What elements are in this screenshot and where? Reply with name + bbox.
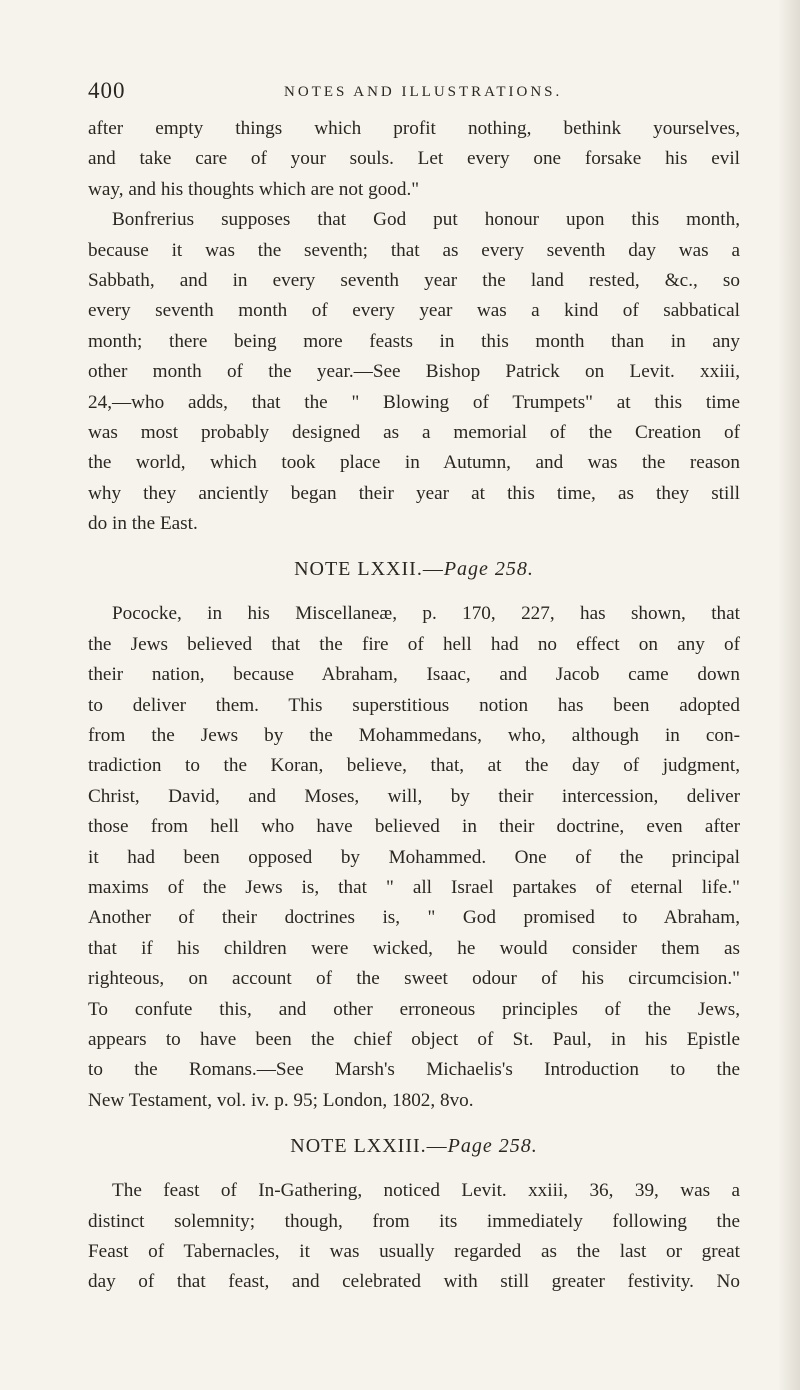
note-number: NOTE LXXIII.— [290, 1135, 448, 1158]
text-line: appears to have been the chief object of St. Paul, in his Epistle [88, 1028, 740, 1050]
text-line: righteous, on account of the sweet odour of his circumcision." [88, 968, 740, 990]
text-line: and take care of your souls. Let every one forsake his evil [88, 148, 740, 170]
page-body [88, 114, 740, 1298]
paragraph-bonfrerius [88, 205, 740, 539]
text-line: New Testament, vol. iv. p. 95; London, 1802, 8vo. [88, 1089, 474, 1111]
text-line: every seventh month of every year was a kind of sabbatical [88, 300, 740, 322]
text-line: The feast of In-Gathering, noticed Levit. xxiii, 36, 39, was a [112, 1180, 740, 1202]
note-lxxiii-body [88, 1176, 740, 1298]
text-line: Feast of Tabernacles, it was usually regarded as the last or great [88, 1240, 740, 1262]
running-head: NOTES AND ILLUSTRATIONS. [284, 84, 563, 100]
text-line: after empty things which profit nothing, bethink yourselves, [88, 118, 740, 139]
text-line: their nation, because Abraham, Isaac, and Jacob came down [88, 664, 740, 686]
text-line: way, and his thoughts which are not good." [88, 178, 420, 200]
text-line: why they anciently began their year at this time, as they still [88, 482, 740, 504]
text-line: the world, which took place in Autumn, and was the reason [88, 452, 740, 474]
text-line: tradiction to the Koran, believe, that, at the day of judgment, [88, 755, 740, 777]
text-line: the Jews believed that the fire of hell had no effect on any of [88, 633, 740, 655]
text-line: it had been opposed by Mohammed. One of the principal [88, 846, 740, 868]
text-line: Bonfrerius supposes that God put honour upon this month, [112, 209, 740, 231]
text-line: distinct solemnity; though, from its immediately following the [88, 1210, 740, 1232]
text-line: those from hell who have believed in their doctrine, even after [88, 816, 740, 838]
page-reference: Page 258. [443, 558, 534, 581]
note-lxxii-body [88, 599, 740, 1116]
note-heading-lxxii [88, 539, 740, 599]
text-line: other month of the year.—See Bishop Patrick on Levit. xxiii, [88, 361, 740, 383]
page-edge-shadow [778, 0, 800, 1390]
text-line: Another of their doctrines is, " God promised to Abraham, [88, 907, 740, 929]
text-line: Sabbath, and in every seventh year the land rested, &c., so [88, 269, 740, 291]
text-line: Christ, David, and Moses, will, by their intercession, deliver [88, 785, 740, 807]
note-heading-lxxiii [88, 1116, 740, 1176]
text-line: Pococke, in his Miscellaneæ, p. 170, 227, has shown, that [112, 603, 740, 625]
text-line: do in the East. [88, 513, 198, 535]
page-header [88, 78, 728, 108]
text-line: was most probably designed as a memorial of the Creation of [88, 421, 740, 443]
text-line: month; there being more feasts in this month than in any [88, 330, 740, 352]
text-line: that if his children were wicked, he would consider them as [88, 937, 740, 959]
text-line: because it was the seventh; that as every seventh day was a [88, 239, 740, 261]
text-line: day of that feast, and celebrated with still greater festivity. No [88, 1271, 740, 1293]
page-number: 400 [88, 78, 126, 103]
page-reference: Page 258. [447, 1135, 538, 1158]
text-line: maxims of the Jews is, that " all Israel partakes of eternal life." [88, 876, 740, 898]
text-line: To confute this, and other erroneous principles of the Jews, [88, 998, 740, 1020]
text-line: from the Jews by the Mohammedans, who, although in con- [88, 725, 740, 747]
text-line: to the Romans.—See Marsh's Michaelis's Introduction to the [88, 1059, 740, 1081]
paragraph-continuation [88, 114, 740, 205]
text-line: to deliver them. This superstitious notion has been adopted [88, 694, 740, 716]
text-line: 24,—who adds, that the " Blowing of Trumpets" at this time [88, 391, 740, 413]
note-number: NOTE LXXII.— [294, 558, 444, 581]
